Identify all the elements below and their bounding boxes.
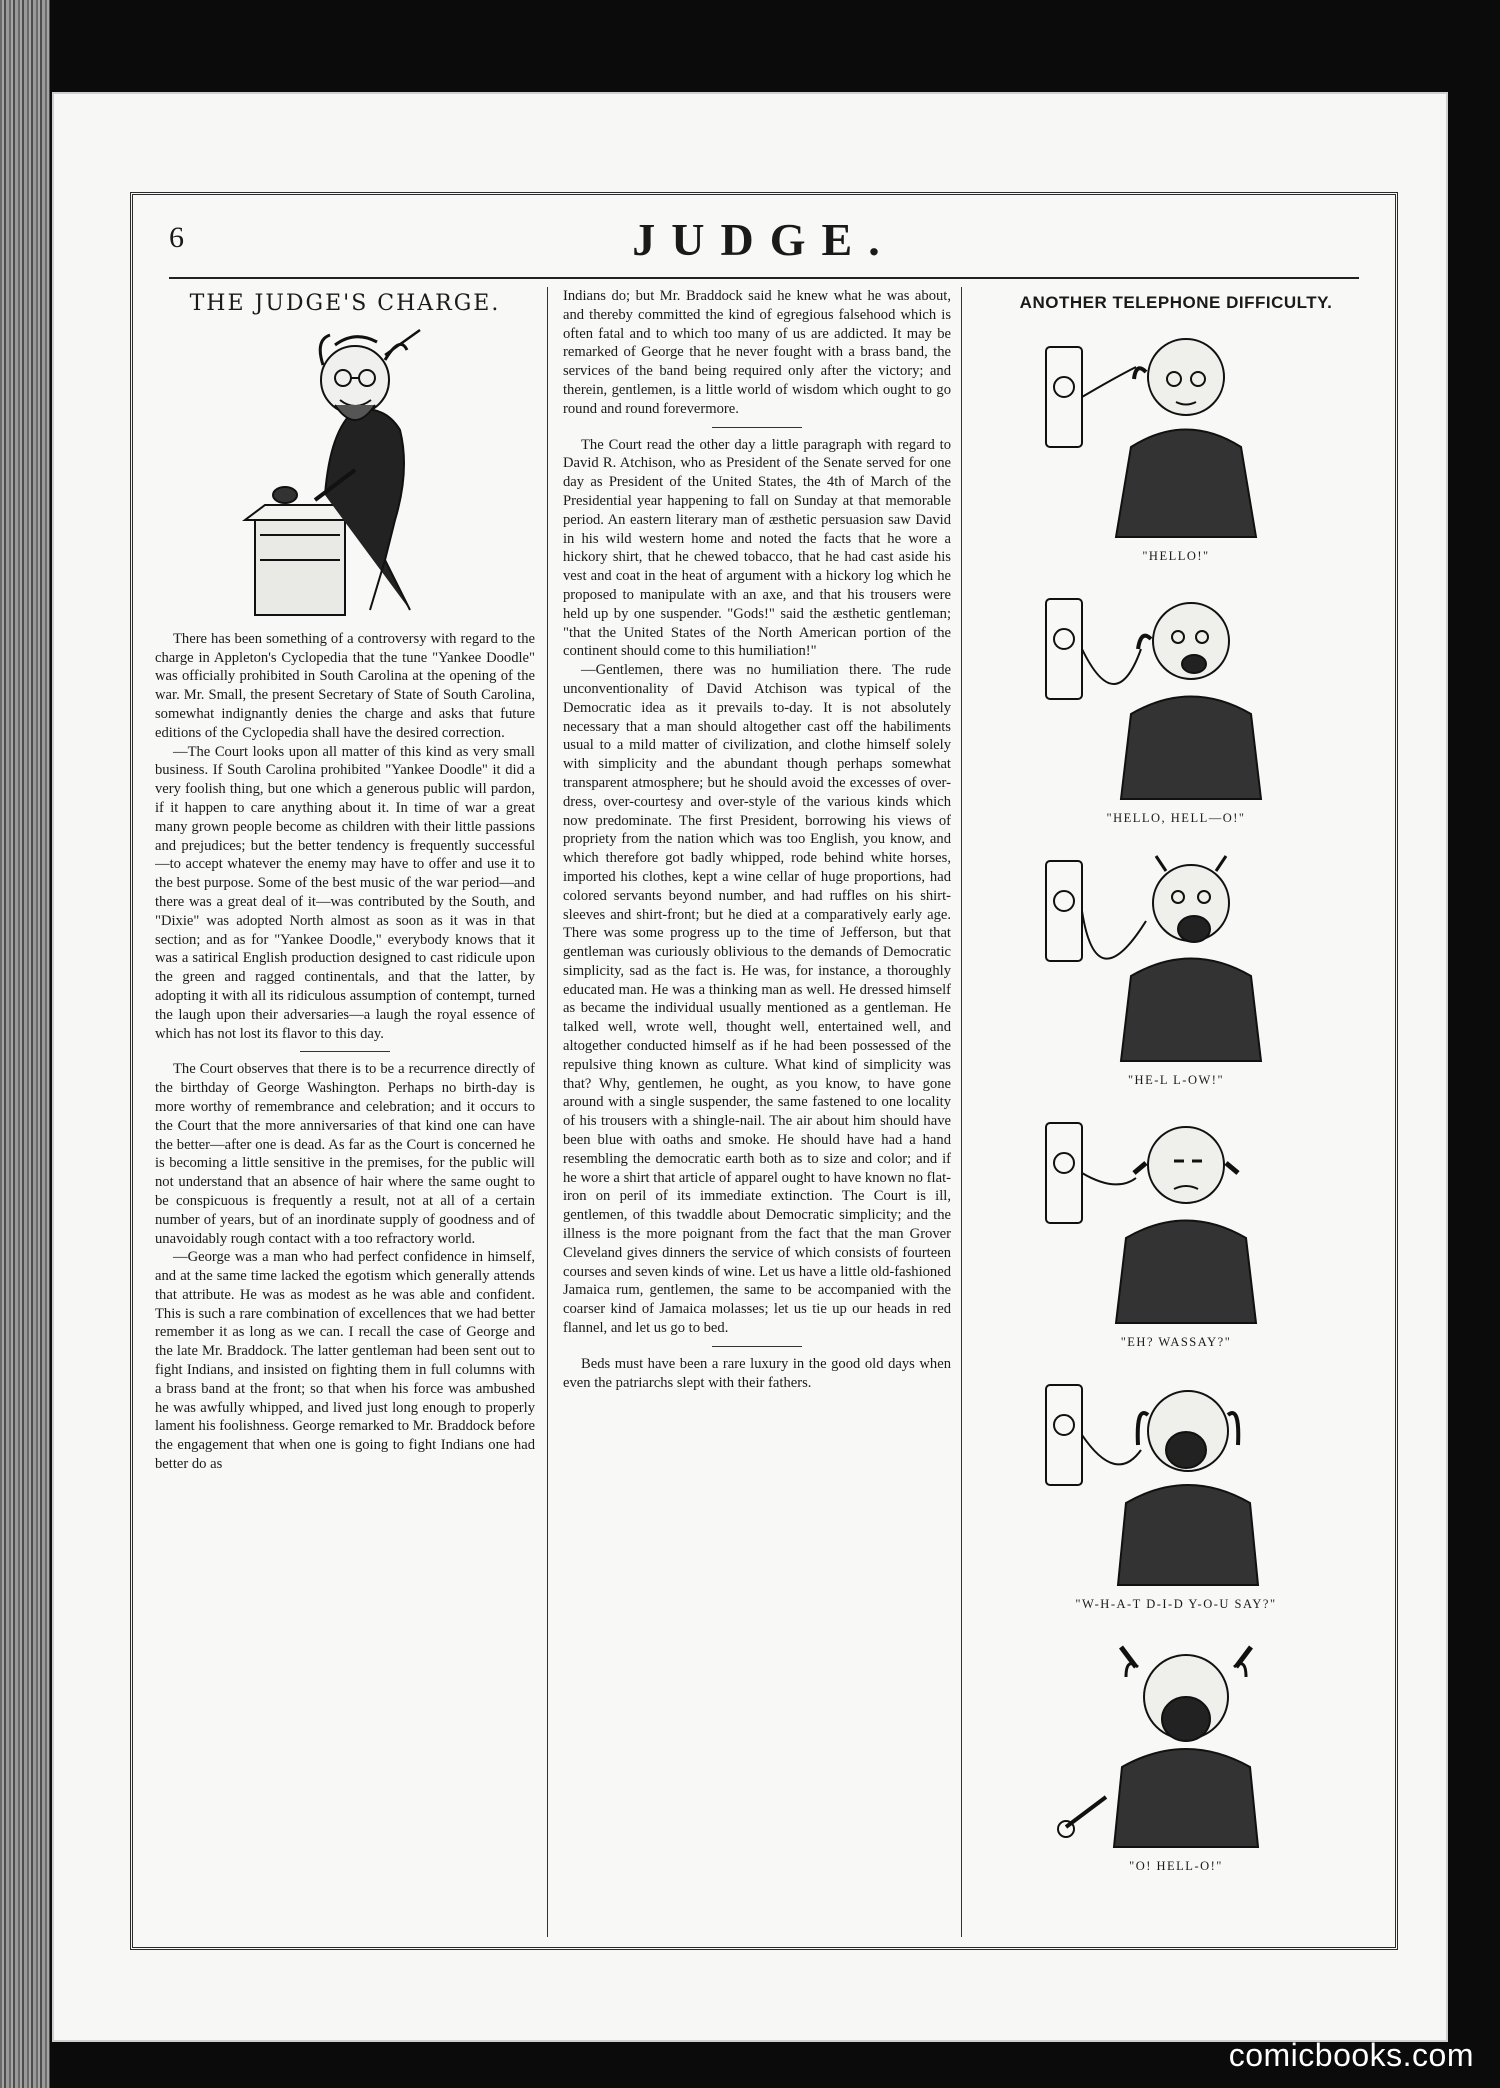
column-two xyxy=(563,287,951,1947)
article-paragraph: —The Court looks upon all matter of this kind as very small business. If South Carolina prohibited "Yankee Doodle" it did a very foolish thing, but one which a generous public will pardon, if it happen to care anything about it. In time of war a great many grown people become as children with their little passions and prejudices; but the better tendency is frequently successful—to accept whatever the enemy may have to offer and use it to the best purpose. Some of the best music of the war period—and there was a great deal of it—was contributed by the South, and "Dixie" was adopted North almost as soon as it was in that section; and as for "Yankee Doodle," everybody knows that it was a satirical English production designed to cast ridicule upon the green and ragged continentals, and that the latter, by adopting it with all its ridiculous assumption of contempt, turned the laugh upon their adversaries—a laugh the royal essence of which has not lost its flavor to this day. xyxy=(155,743,535,1042)
comic-panel xyxy=(979,579,1373,841)
article-paragraph: The Court observes that there is to be a recurrence directly of the birthday of George Washington. Perhaps no birth-day is more worthy of remembrance and celebration; and it occurs to the Court that the more anniversaries of that kind one can have the better—after one is dead. As far as the Court is concerned he is becoming a little sensitive in the premises, for the public will not understand that an absence of hair where the same ought to be conspicuous is frequently a result, not at all of a certain number of years, but of an inordinate supply of goodness and of unavoidably rough contact with a too refractory world. xyxy=(155,1061,535,1247)
section-heading: THE JUDGE'S CHARGE. xyxy=(189,291,501,316)
telephone-caller-drawing xyxy=(1026,579,1326,809)
masthead-rule xyxy=(169,277,1359,279)
telephone-caller-drawing xyxy=(1026,317,1326,547)
comic-caption: "O! HELL-O!" xyxy=(1129,1859,1223,1873)
telephone-caller-drawing xyxy=(1026,1103,1326,1333)
paragraph-separator xyxy=(300,1051,390,1052)
article-paragraph: Indians do; but Mr. Braddock said he knew what he was about, and thereby committed the kind of egregious falsehood which is often fatal and to which too many of us are addicted. It may be remarked of George that he never fought with a brass band, the services of the band being required only after the victory; and therein, gentlemen, is a little world of wisdom which ought to go round and round forevermore. xyxy=(563,288,951,417)
masthead-title: JUDGE. xyxy=(632,214,896,265)
site-watermark: comicbooks.com xyxy=(1228,2037,1474,2073)
comic-caption: "EH? WASSAY?" xyxy=(1120,1335,1232,1349)
page-number: 6 xyxy=(169,221,184,254)
column-one xyxy=(155,287,535,1947)
telephone-caller-drawing xyxy=(1026,1365,1326,1595)
telephone-caller-drawing xyxy=(1026,841,1326,1071)
article-paragraph: There has been something of a controversy with regard to the charge in Appleton's Cyclopedia that the tune "Yankee Doodle" was officially prohibited in South Carolina at the opening of the war. Mr. Small, the present Secretary of State of South Carolina, somewhat indignantly denies the charge and asks that future editions of the Cyclopedia shall have the desired correction. xyxy=(155,630,535,741)
comic-panel xyxy=(979,841,1373,1103)
comic-panel xyxy=(979,1365,1373,1627)
telephone-caller-drawing xyxy=(1026,1627,1326,1857)
column-rule xyxy=(547,287,548,1937)
comic-title: ANOTHER TELEPHONE DIFFICULTY. xyxy=(1019,293,1333,312)
comic-caption: "HE-L L-OW!" xyxy=(1127,1073,1225,1087)
comic-strip xyxy=(979,287,1373,1927)
comic-panel xyxy=(979,317,1373,579)
comic-caption: "W-H-A-T D-I-D Y-O-U SAY?" xyxy=(1075,1597,1277,1611)
paragraph-separator xyxy=(712,1346,802,1347)
article-paragraph: The Court read the other day a little paragraph with regard to David R. Atchison, who as President of the Senate served for one day as President of the United States, the 4th of March of the Presidential year happening to fall on Sunday at that memorable period. An eastern literary man of æsthetic persuasion saw David in his wild western home and noted the facts that he wore a hickory shirt, that he chewed tobacco, that he had cast aside his vest and coat in the heat of argument with a hickory log which he proposed to manipulate with an axe, and that his trousers were held up by one suspender. "Gods!" said the æsthetic gentleman; "that the United States of the North American portion of the continent should come to this humiliation!" xyxy=(563,436,951,660)
newspaper-page xyxy=(130,192,1398,1950)
judge-caricature-illustration xyxy=(235,320,455,620)
paragraph-separator xyxy=(712,427,802,428)
comic-panel xyxy=(979,1627,1373,1889)
comic-caption: "HELLO, HELL—O!" xyxy=(1106,811,1246,825)
comic-caption: "HELLO!" xyxy=(1142,549,1210,563)
scan-binding-edge xyxy=(0,0,50,2088)
comic-panel xyxy=(979,1103,1373,1365)
article-paragraph: Beds must have been a rare luxury in the good old days when even the patriarchs slept with their fathers. xyxy=(563,1355,951,1391)
article-paragraph: —Gentlemen, there was no humiliation there. The rude unconventionality of David Atchison was typical of the Democratic idea as it prevails to-day. It is not absolutely necessary that a man should altogether cast off the habiliments usual to a mild matter of civilization, and clothe himself solely with simplicity and the abundant though perhaps somewhat transparent atmosphere; but he should avoid the excesses of over-dress, over-courtesy and over-style of the various kinds which now predominate. The first President, borrowing his views of propriety from the nation which was too English, you know, and which therefore got badly whipped, rode behind white horses, imported his clothes, kept a wine cellar of huge proportions, had colored servants beyond number, and had ruffles on his shirt-sleeves and shirt-front; but he died at a comparatively early age. There was some progress up to the time of Jefferson, but that gentleman was curiously oblivious to the demands of Democratic simplicity, sad as the fact is. He was, for instance, a thoroughly educated man. He was a thinking man as well. He dressed himself as became the individual usually mentioned as a gentleman. He talked well, wrote well, thought well, entertained well, and altogether conducted himself as if he had been possessed of the repulsive thing known as culture. What kind of simplicity was that? Why, gentlemen, he ought, as you know, to have gone around with a single suspender, the same fastened to one locality of his trousers with a shingle-nail. The air about him should have been blue with oaths and smoke. He should have had a hand resembling the democratic earth both as to size and color; and if he wore a shirt that article of apparel ought to have known no flat-iron on peril of its immediate extinction. The Court is ill, gentlemen, of this twaddle about Democratic simplicity; and the illness is the more poignant from the fact that the man Grover Cleveland gives dinners the service of which consists of fourteen courses and seven kinds of wine. Let us have a little old-fashioned Jamaica rum, gentlemen, the same to be accompanied with the coarser kind of Jamaica molasses; let us tie up our heads in red flannel, and let us go to bed. xyxy=(563,662,951,1337)
article-paragraph: —George was a man who had perfect confidence in himself, and at the same time lacked the egotism which generally attends that attribute. He was as modest as he was able and confident. This is such a rare combination of excellences that we had better remember it as long as we can. I recall the case of George and the late Mr. Braddock. The latter gentleman had been sent out to fight Indians, and insisted on fighting them in full columns with a brass band at the front; so that when his force was ambushed he was awfully whipped, and lived just long enough to properly lament his foolishness. George remarked to Mr. Braddock before the engagement that when one is going to fight Indians one had better do as xyxy=(155,1249,535,1473)
column-rule xyxy=(961,287,962,1937)
